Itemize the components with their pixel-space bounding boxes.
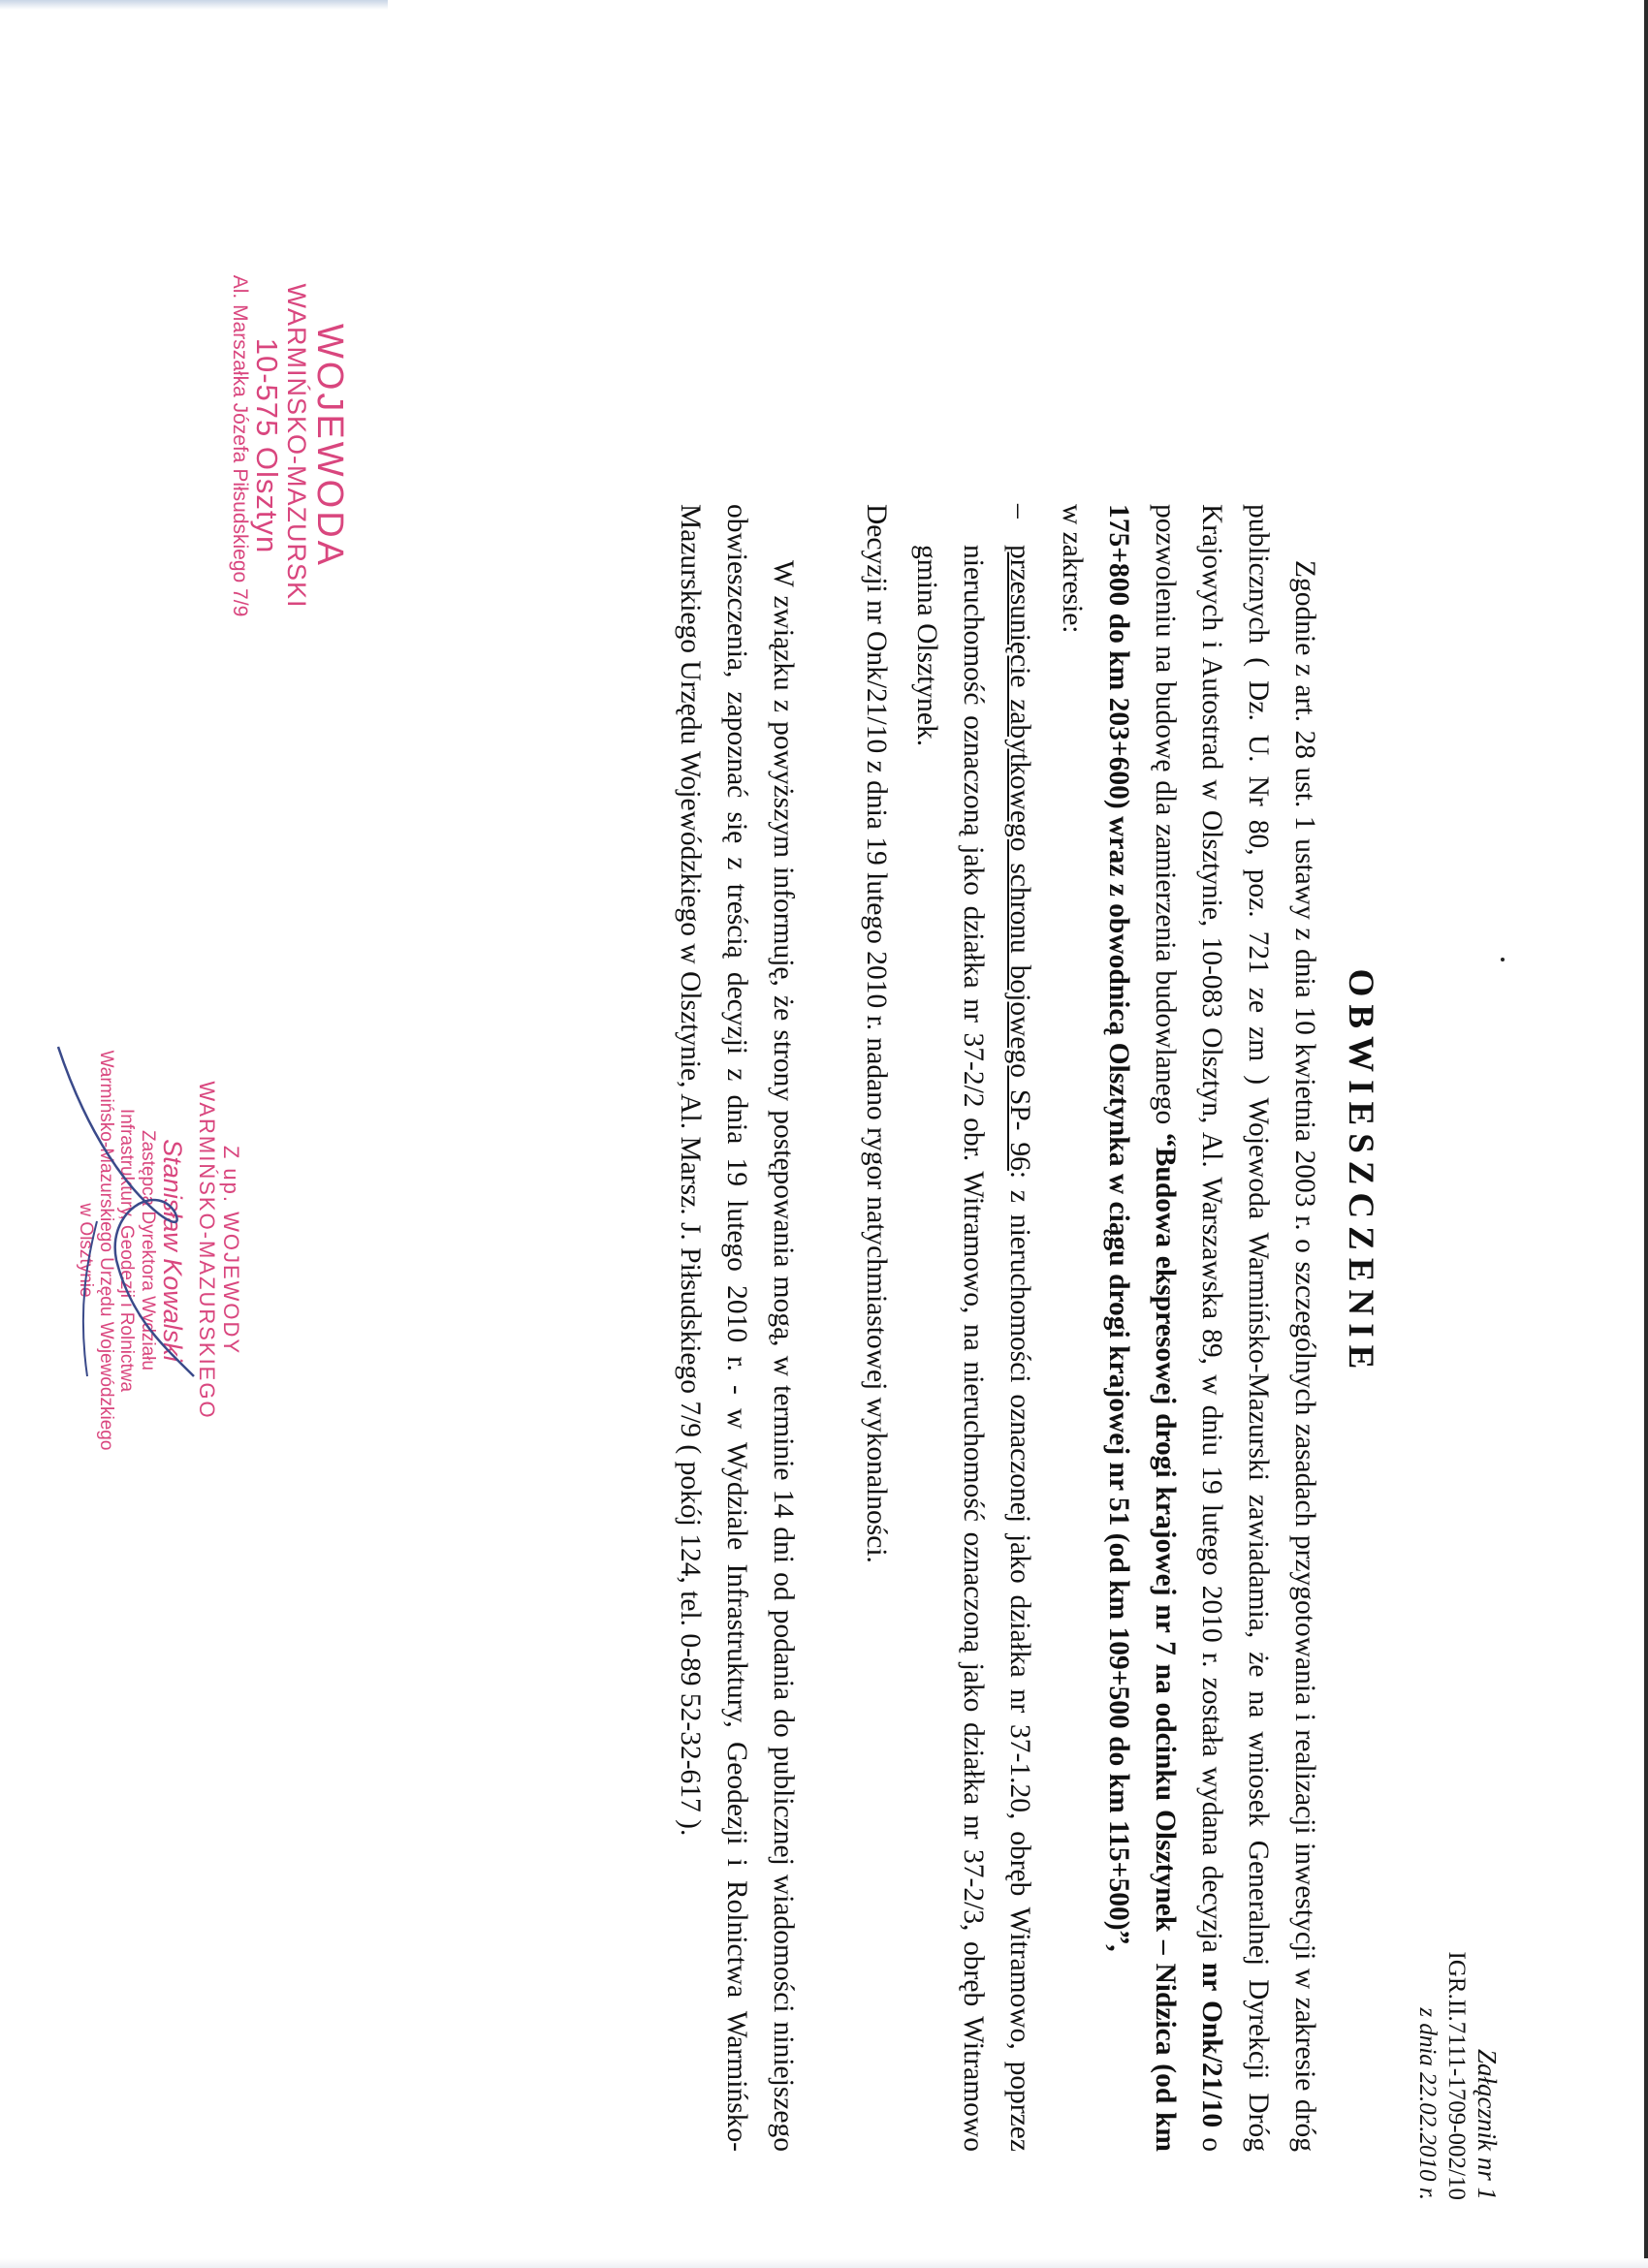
stamp-line-office: WOJEWODA [309, 324, 350, 568]
voivode-header-stamp [229, 218, 349, 674]
attachment-reference: IGR.II.7111-1709-002/10 [1443, 1951, 1471, 2200]
attachment-block [1411, 1851, 1503, 2200]
document-body [667, 504, 1328, 2152]
sig-stamp-position: Zastępca Dyrektora Wydziału [137, 1130, 158, 1370]
decision-number: nr Onk/21/10 [1196, 1962, 1227, 2128]
sig-stamp-name: Stanisław Kowalski [157, 1139, 187, 1362]
sig-stamp-office: Warmińsko-Mazurskiego Urzędu Wojewódzkiego w Olsztynie [75, 1050, 116, 1451]
scope-item-details: : z nieruchomości oznaczonej jako działka nr 37-1.20, obręb Witramowo, poprzez nieruchomość oznaczoną jako działka nr 37-2/2 obr. Witramowo, na nieruchomość oznaczoną jako działka nr 37-2/3, obręb Witramowo gmina Olsztynek. [911, 545, 1035, 2152]
scope-label: w zakresie: [1057, 504, 1088, 634]
attachment-date: z dnia 22.02.2010 r. [1413, 2007, 1441, 2200]
attachment-title: Załącznik nr 1 [1473, 2048, 1502, 2200]
stamp-line-city: 10-575 Olsztyn [250, 337, 285, 554]
scope-item-text [903, 545, 1043, 2152]
sig-stamp-region: WARMIŃSKO-MAZURSKIEGO [195, 1081, 220, 1420]
stamp-line-region: WARMIŃSKO-MAZURSKI [281, 283, 311, 609]
announcement-intro: Zgodnie z art. 28 ust. 1 ustawy z dnia 10 kwietnia 2003 r. o szczególnych zasadach przygotowania i realizacji inwestycji w zakresie dróg publicznych ( Dz. U. Nr 80, poz. 721 ze zm ) Wojewoda Warmińsko-Mazurski zawiadamia, że na wniosek Generalnej Dyrekcji Dróg Krajowych i Autostrad w Olsztynie, 10-083 Olsztyn, Al. Warszawska 89, w dniu 19 lutego 2010 r. została wydana decyzja [1196, 504, 1320, 2152]
announcement-middle: o pozwoleniu na budowę dla zamierzenia budowlanego [1150, 504, 1227, 2153]
sig-stamp-department: Infrastruktury, Geodezji i Rolnictwa [116, 1108, 138, 1393]
list-dash: – [1004, 504, 1035, 519]
scope-item-subject: przesunięcie zabytkowego schronu bojowego SP- 96 [1004, 545, 1035, 1171]
scope-list-item [903, 504, 1043, 2152]
paragraph-enforceability: Decyzji nr Onk/21/10 z dnia 19 lutego 2010 r. nadano rygor natychmiastowej wykonalności. [861, 504, 892, 1563]
paragraph-announcement [1095, 504, 1328, 2152]
project-name: “Budowa ekspresowej drogi krajowej nr 7 na odcinku Olsztynek – Nidzica (od km 175+800 do km 203+600) wraz z obwodnicą Olsztynka w ciągu drogi krajowej nr 51 (od km 109+500 do km 115+500)”, [1103, 504, 1181, 2153]
sig-stamp-authorization: Z up. WOJEWODY [219, 1145, 243, 1356]
stamp-line-address: Al. Marszałka Józefa Piłsudskiego 7/9 [229, 274, 252, 617]
document-title: OBWIESZCZENIE [1341, 968, 1380, 1377]
handwritten-signature [29, 1027, 223, 1454]
paragraph-information: W związku z powyższym informuję, że strony postępowania mogą, w terminie 14 dni od podania do publicznej wiadomości niniejszego obwieszczenia, zapoznać się z treścią decyzji z dnia 19 lutego 2010 r. - w Wydziale Infrastruktury, Geodezji i Rolnictwa Warmińsko-Mazurskiego Urzędu Wojewódzkiego w Olsztynie, Al. Marsz. J. Piłsudskiego 7/9 ( pokój 124, tel. 0-89 52-32-617 ). [675, 504, 799, 2152]
